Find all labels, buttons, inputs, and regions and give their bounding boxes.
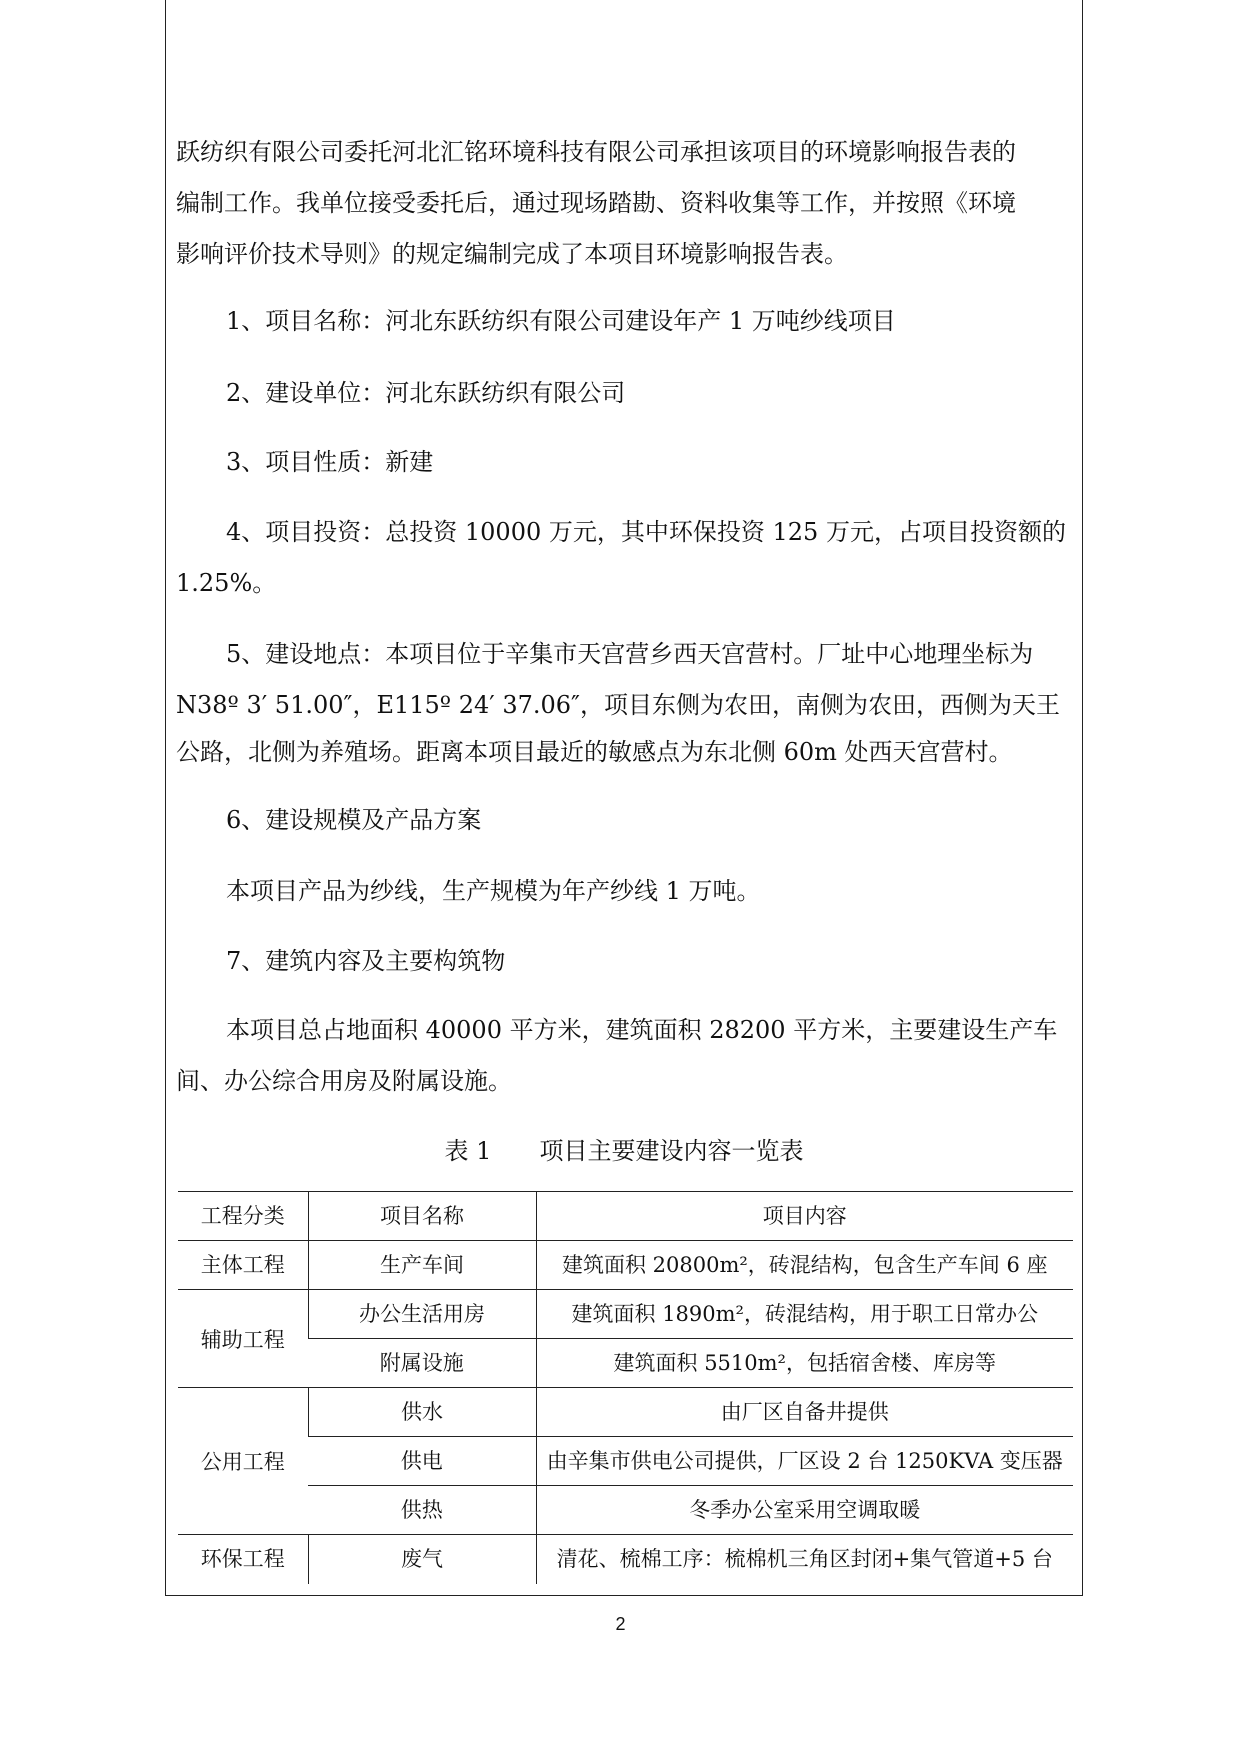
page-number: 2 [615, 1614, 626, 1634]
category-cell: 辅助工程 [178, 1290, 308, 1388]
body-line: 1.25%。 [176, 569, 277, 597]
table-row [178, 1388, 1073, 1437]
item-cell: 生产车间 [308, 1241, 536, 1290]
body-line: 间、办公综合用房及附属设施。 [176, 1067, 512, 1095]
category-cell: 公用工程 [178, 1388, 308, 1535]
table-row [178, 1241, 1073, 1290]
content-cell: 清花、梳棉工序：梳棉机三角区封闭+集气管道+5 台 [536, 1535, 1073, 1584]
body-line: 跃纺织有限公司委托河北汇铭环境科技有限公司承担该项目的环境影响报告表的 [176, 138, 1016, 166]
item-project-nature: 3、项目性质：新建 [226, 448, 434, 476]
table-row [178, 1486, 1073, 1535]
table-row [178, 1290, 1073, 1339]
item-cell: 供水 [308, 1388, 536, 1437]
body-line: 公路，北侧为养殖场。距离本项目最近的敏感点为东北侧 60m 处西天宫营村。 [176, 738, 1013, 766]
header-cell: 项目名称 [308, 1192, 536, 1241]
content-cell: 建筑面积 20800m²，砖混结构，包含生产车间 6 座 [536, 1241, 1073, 1290]
item-project-name: 1、项目名称：河北东跃纺织有限公司建设年产 1 万吨纱线项目 [226, 307, 896, 335]
content-cell: 由厂区自备井提供 [536, 1388, 1073, 1437]
body-line: 编制工作。我单位接受委托后，通过现场踏勘、资料收集等工作，并按照《环境 [176, 189, 1016, 217]
content-cell: 建筑面积 5510m²，包括宿舍楼、库房等 [536, 1339, 1073, 1388]
body-line: 本项目产品为纱线，生产规模为年产纱线 1 万吨。 [226, 877, 761, 905]
item-location: 5、建设地点：本项目位于辛集市天宫营乡西天宫营村。厂址中心地理坐标为 [226, 640, 1034, 668]
category-cell: 主体工程 [178, 1241, 308, 1290]
body-line: 本项目总占地面积 40000 平方米，建筑面积 28200 平方米，主要建设生产车 [226, 1016, 1058, 1044]
item-cell: 供热 [308, 1486, 536, 1535]
body-line: N38º 3′ 51.00″，E115º 24′ 37.06″，项目东侧为农田，南侧为农田，西侧为天王 [176, 691, 1061, 719]
table-row [178, 1437, 1073, 1486]
category-cell: 环保工程 [178, 1535, 308, 1584]
item-cell: 附属设施 [308, 1339, 536, 1388]
body-line: 影响评价技术导则》的规定编制完成了本项目环境影响报告表。 [176, 240, 848, 268]
item-cell: 废气 [308, 1535, 536, 1584]
table-row [178, 1339, 1073, 1388]
table-caption: 表 1 项目主要建设内容一览表 [444, 1137, 804, 1165]
item-construction-unit: 2、建设单位：河北东跃纺织有限公司 [226, 379, 626, 407]
header-cell: 项目内容 [536, 1192, 1073, 1241]
table-row [178, 1535, 1073, 1584]
header-cell: 工程分类 [178, 1192, 308, 1241]
content-cell: 冬季办公室采用空调取暖 [536, 1486, 1073, 1535]
item-scale-heading: 6、建设规模及产品方案 [226, 806, 482, 834]
construction-content-table [178, 1191, 1073, 1584]
table-header-row [178, 1192, 1073, 1241]
item-cell: 办公生活用房 [308, 1290, 536, 1339]
content-cell: 由辛集市供电公司提供，厂区设 2 台 1250KVA 变压器 [536, 1437, 1073, 1486]
item-investment: 4、项目投资：总投资 10000 万元，其中环保投资 125 万元，占项目投资额的 [226, 518, 1066, 546]
item-buildings-heading: 7、建筑内容及主要构筑物 [226, 947, 506, 975]
content-cell: 建筑面积 1890m²，砖混结构，用于职工日常办公 [536, 1290, 1073, 1339]
item-cell: 供电 [308, 1437, 536, 1486]
